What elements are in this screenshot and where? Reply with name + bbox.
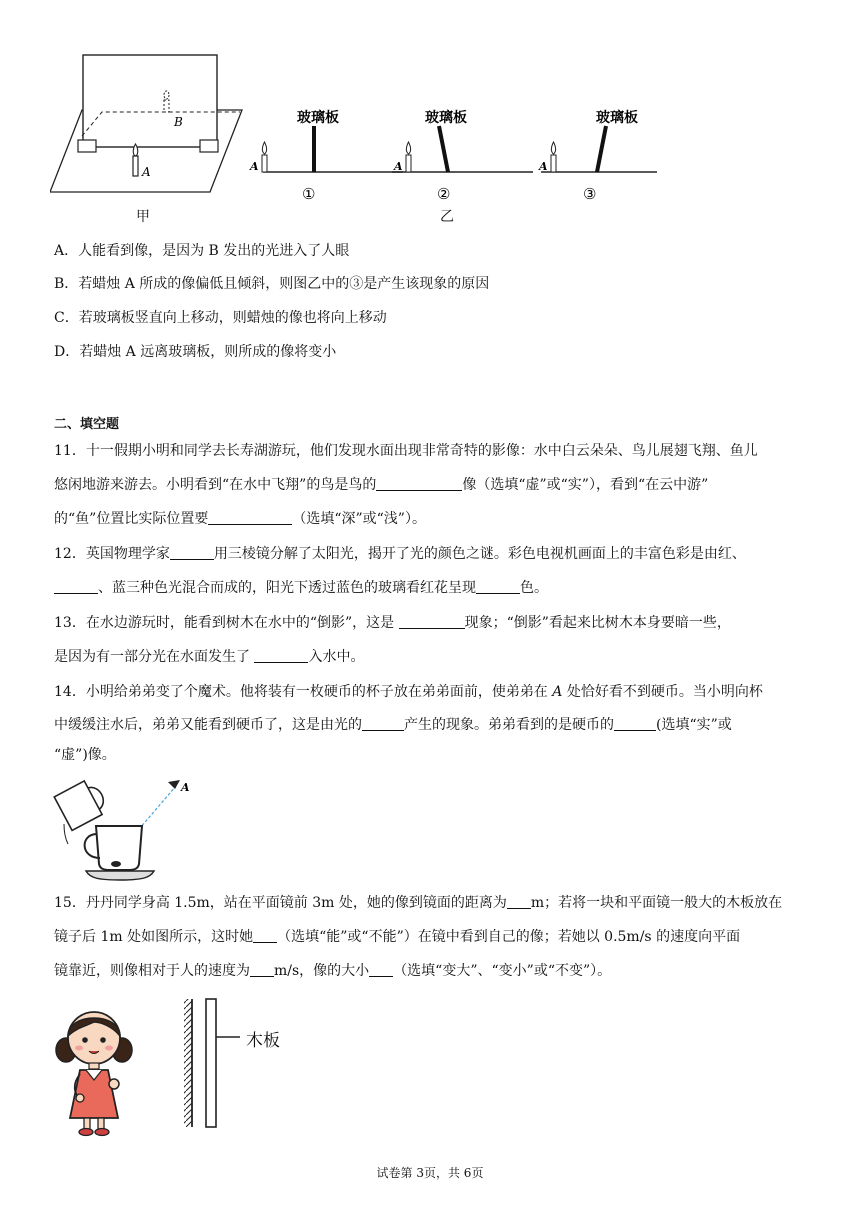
figure-yi-label: 乙	[440, 209, 454, 225]
svg-text:②: ②	[437, 185, 451, 203]
q11-line1: 11．十一假期小明和同学去长寿湖游玩，他们发现水面出现非常奇特的影像：水中白云朵朵、鸟儿展翅飞翔、鱼儿	[54, 443, 758, 459]
option-c: C．若玻璃板竖直向上移动，则蜡烛的像也将向上移动	[54, 310, 387, 326]
q14-line2: 中缓缓注水后，弟弟又能看到硬币了，这是由光的 产生的现象。弟弟看到的是硬币的 (选填“实”或	[54, 717, 732, 733]
q15-blank-3[interactable]	[250, 962, 274, 977]
q12-blank-3[interactable]	[476, 579, 520, 594]
option-a: A．人能看到像，是因为 B 发出的光进入了人眼	[54, 243, 350, 259]
svg-text:A: A	[394, 160, 403, 173]
panel-2	[392, 109, 533, 203]
svg-text:③: ③	[583, 185, 597, 203]
q13-line2: 是因为有一部分光在水面发生了 入水中。	[54, 649, 365, 665]
board-label: 木板	[246, 1031, 280, 1051]
q14-line3: “虚”)像。	[54, 747, 116, 763]
label-a: A	[142, 165, 151, 179]
q12-line2: 、蓝三种色光混合而成的，阳光下透过蓝色的玻璃看红花呈现 色。	[54, 578, 548, 598]
panel-1	[249, 109, 403, 203]
q13-blank-2[interactable]	[254, 648, 308, 663]
section-title: 二、填空题	[54, 417, 120, 432]
figure-coin-cup	[50, 772, 200, 887]
q11-blank-2[interactable]	[208, 510, 292, 525]
q15-line3: 镜靠近，则像相对于人的速度为 m/s，像的大小 （选填“变大”、“变小”或“不变”）。	[54, 963, 612, 979]
svg-text:玻璃板: 玻璃板	[596, 110, 638, 126]
q15-blank-1[interactable]	[507, 894, 531, 909]
q15-blank-2[interactable]	[253, 928, 277, 943]
q11-line2: 悠闲地游来游去。小明看到“在水中飞翔”的鸟是鸟的 像（选填“虚”或“实”），看到“在云中游”	[54, 477, 709, 493]
svg-text:A: A	[250, 160, 259, 173]
q14-blank-2[interactable]	[614, 716, 656, 731]
q15-line2: 镜子后 1m 处如图所示，这时她 （选填“能”或“不能”）在镜中看到自己的像；若她以 0.5m/s 的速度向平面	[54, 929, 741, 945]
page-footer: 试卷第 3页，共 6页	[376, 1166, 484, 1180]
q13-blank-1[interactable]	[399, 614, 465, 629]
coin-point-a: A	[181, 781, 190, 794]
q12-line1: 12．英国物理学家 用三棱镜分解了太阳光，揭开了光的颜色之谜。彩色电视机画面上的丰富色彩是由红、	[54, 546, 746, 562]
figure-jia-label: 甲	[136, 209, 150, 225]
figure-jia	[50, 40, 250, 200]
q15-blank-4[interactable]	[369, 962, 393, 977]
svg-text:玻璃板: 玻璃板	[425, 110, 467, 126]
q14-line1: 14．小明给弟弟变了个魔术。他将装有一枚硬币的杯子放在弟弟面前，使弟弟在 A 处恰好看不到硬币。当小明向杯	[54, 684, 763, 700]
svg-text:玻璃板: 玻璃板	[297, 110, 339, 126]
q15-line1: 15．丹丹同学身高 1.5m，站在平面镜前 3m 处，她的像到镜面的距离为 m；若将一块和平面镜一般大的木板放在	[54, 895, 783, 911]
option-b: B．若蜡烛 A 所成的像偏低且倾斜，则图乙中的③是产生该现象的原因	[54, 276, 490, 292]
q11-line3: 的“鱼”位置比实际位置要 （选填“深”或“浅”）。	[54, 511, 426, 527]
option-d: D．若蜡烛 A 远离玻璃板，则所成的像将变小	[54, 344, 337, 360]
girl-illustration	[52, 1000, 142, 1140]
panel-3	[538, 109, 657, 203]
label-b: B	[174, 115, 183, 129]
q13-line1: 13．在水边游玩时，能看到树木在水中的“倒影”，这是 现象；“倒影”看起来比树木本身要暗一些，	[54, 615, 731, 631]
svg-text:A: A	[539, 160, 548, 173]
q12-blank-2[interactable]	[54, 579, 98, 594]
q14-blank-1[interactable]	[362, 716, 404, 731]
q11-blank-1[interactable]	[376, 476, 462, 491]
q12-blank-1[interactable]	[170, 545, 214, 560]
figure-yi	[245, 100, 665, 210]
mirror-board-figure	[180, 995, 300, 1140]
svg-text:①: ①	[302, 185, 316, 203]
